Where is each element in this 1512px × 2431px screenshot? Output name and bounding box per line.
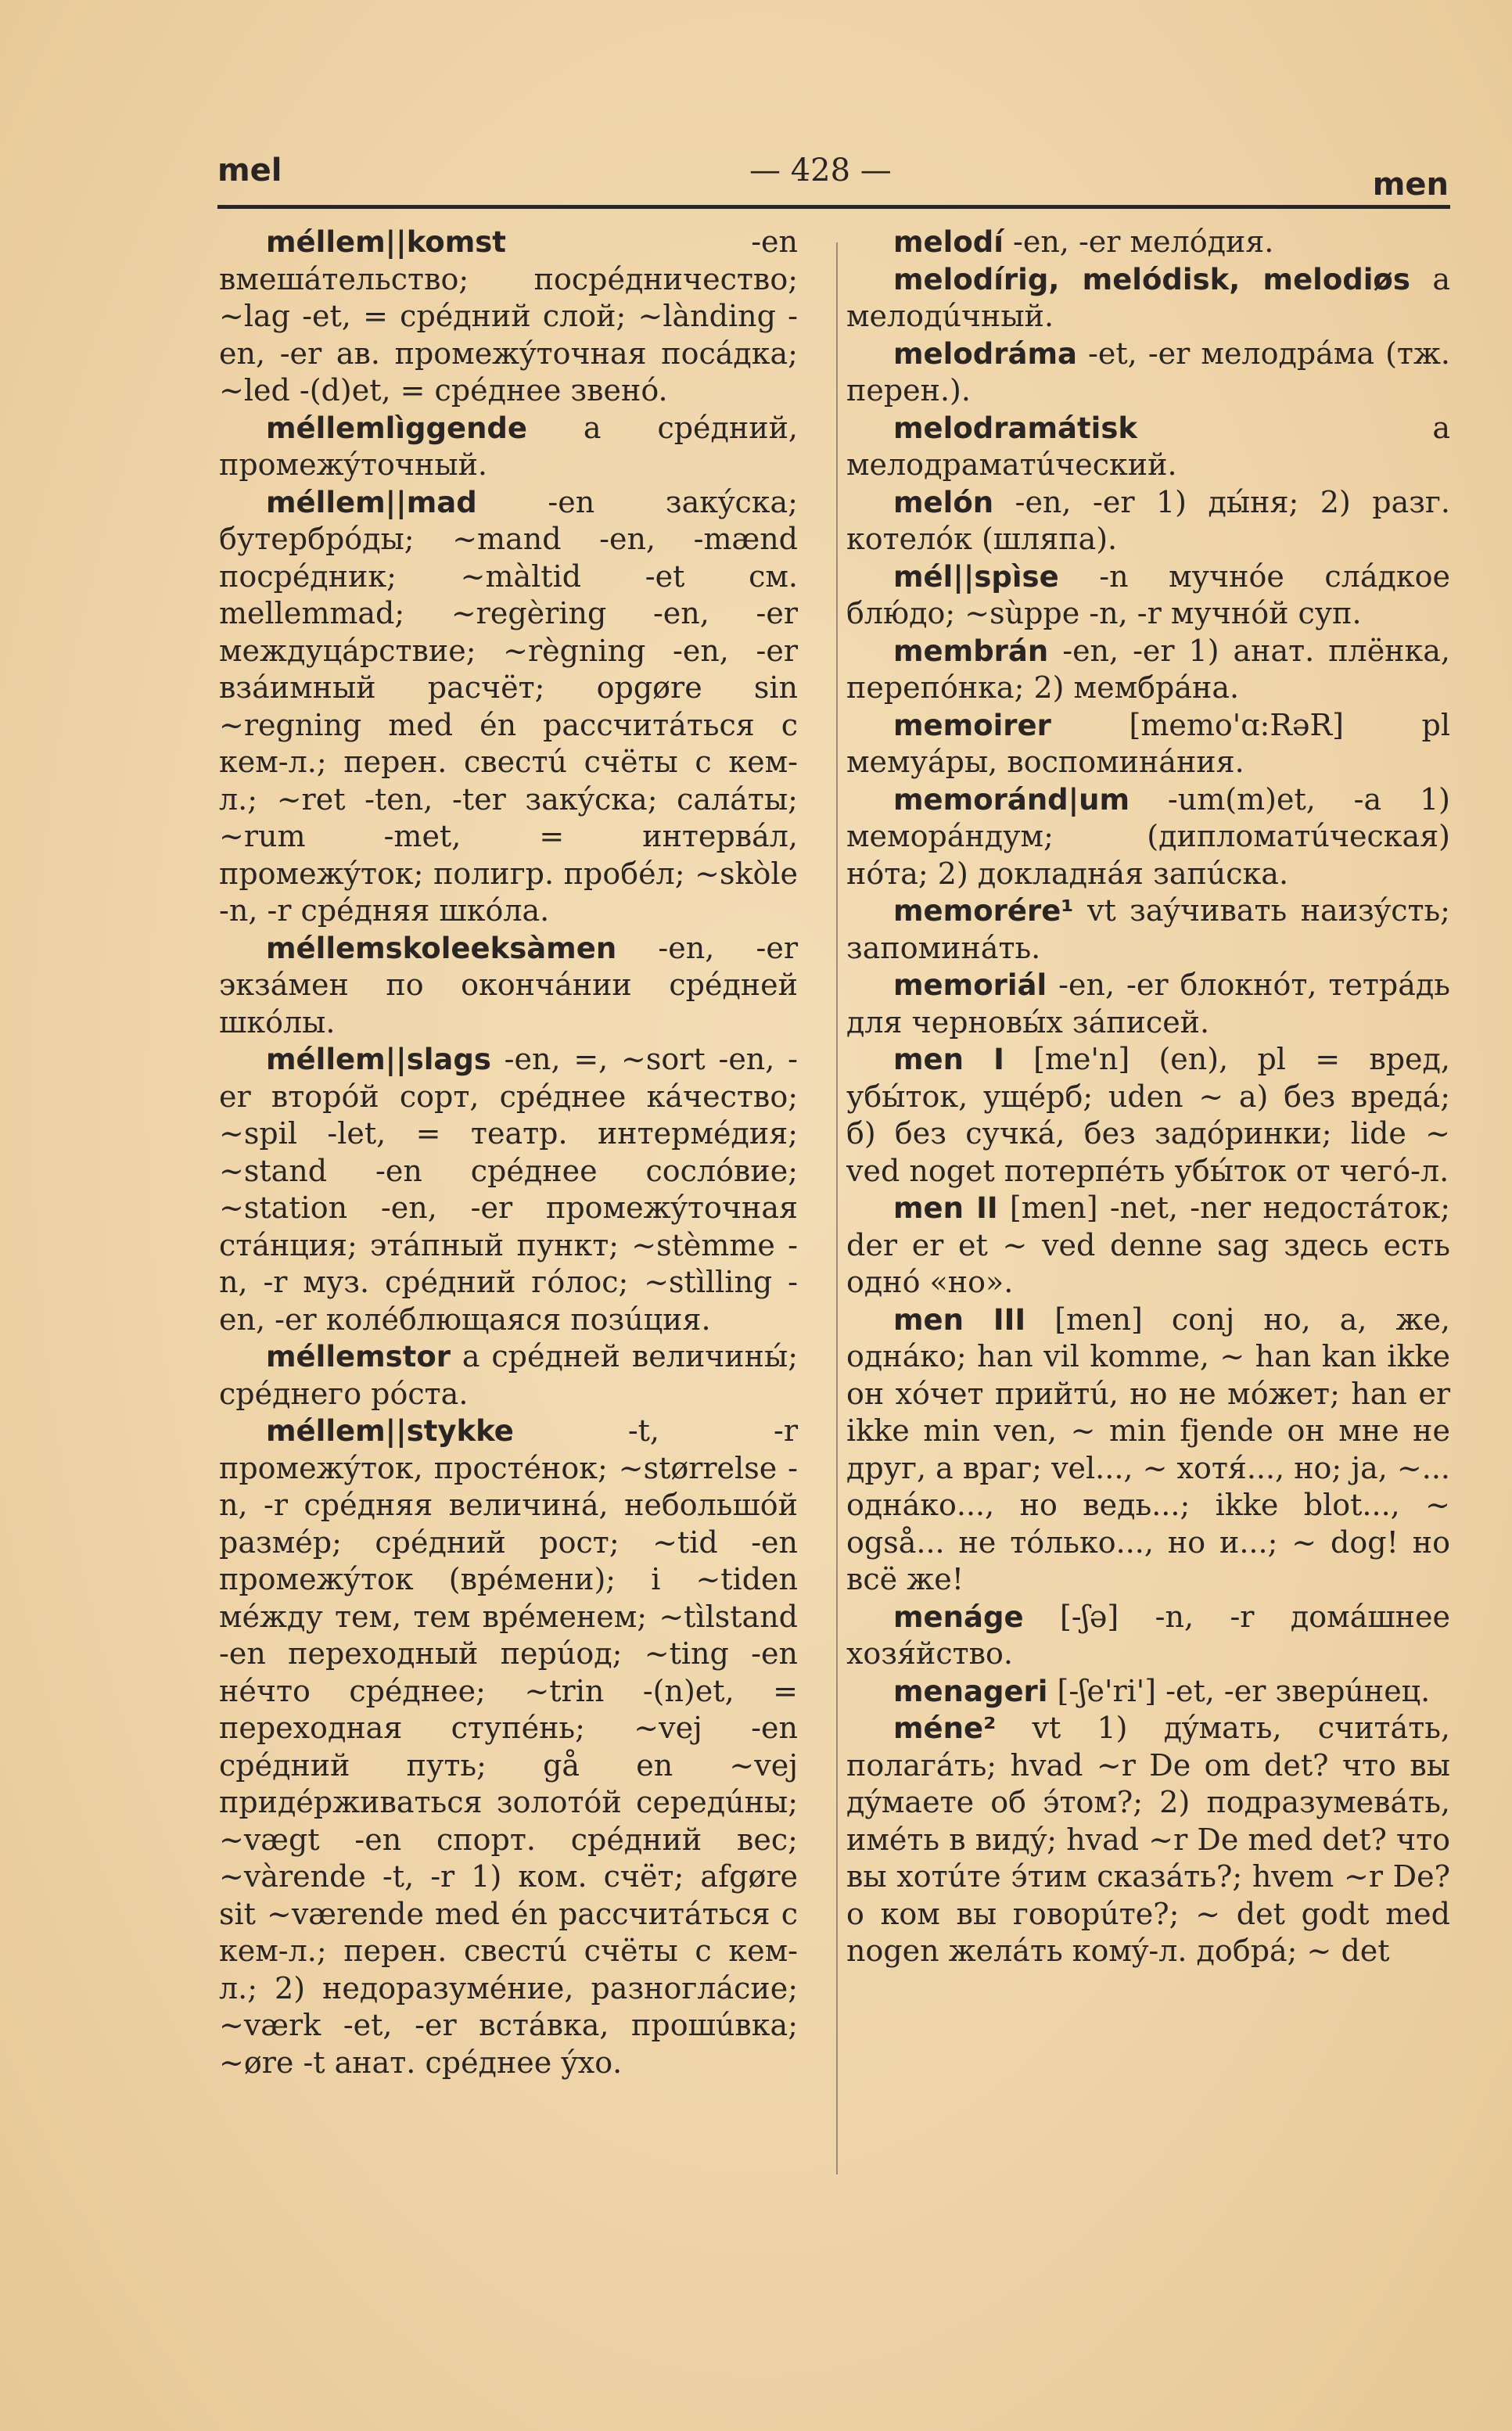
entry bbox=[846, 1190, 1450, 1302]
entry bbox=[219, 930, 798, 1042]
entry-body: -en, =, ~sort -en, -er вторóй сорт, срéднее кáчество; ~spil -let, = театр. интермéдия; ~stand -en срéднее сослóвие; ~station -en, -er промежýточная стáнция; этáпный пункт; ~stèmme -n, -r муз. срéдний гóлос; ~stìlling -en, -er колéблющаяся позúция. bbox=[219, 1042, 798, 1337]
entry-body: [-ʃe'ri'] -et, -er зверúнец. bbox=[1047, 1673, 1431, 1708]
entry bbox=[846, 410, 1450, 484]
headword: melodramátisk bbox=[893, 411, 1137, 445]
entry bbox=[846, 892, 1450, 967]
entry-body: a мелодраматúческий. bbox=[846, 410, 1450, 482]
entry-body: [me'n] (en), pl = вред, убы́ток, ущéрб; uden ~ а) без вредá; б) без сучкá, без задóринки; lide ~ ved noget потерпéть убы́ток от чегó-л. bbox=[846, 1042, 1451, 1188]
headword: memoránd|um bbox=[893, 782, 1130, 817]
entry-body: -t, -r промежýток, простéнок; ~størrelse -n, -r срéдняя величинá, небольшóй размéр; срéдний рост; ~tid -en промежýток (врéмени); i ~tiden мéжду тем, тем врéменем; ~tìlstand -en переходный перúод; ~ting -en нéчто срéднее; ~trin -(n)et, = переходная ступéнь; ~vej -en срéдний путь; gå en ~vej придéрживаться золотóй середúны; ~vægt -en спорт. срéдний вес; ~vàrende -t, -r 1) ком. счёт; afgøre sit ~værende med én рассчитáться с кем-л.; перен. свестú счёты с кем-л.; 2) недоразумéние, разноглáсие; ~værk -et, -er встáвка, прошúвка; ~øre -t анат. срéднее ýхо. bbox=[219, 1413, 798, 2080]
headword: méllemlìggende bbox=[266, 411, 528, 445]
running-head bbox=[217, 149, 1449, 203]
entry-body: -en, -er 1) ды́ня; 2) разг. котелóк (шляпа). bbox=[846, 484, 1450, 556]
entry bbox=[219, 484, 798, 930]
headword: méllem||komst bbox=[266, 225, 506, 259]
entry bbox=[846, 1599, 1450, 1673]
headword: méllem||slags bbox=[266, 1043, 491, 1076]
entry bbox=[846, 1673, 1450, 1711]
headword: membrán bbox=[893, 634, 1049, 668]
entry-body: -en, -er мелóдия. bbox=[1003, 224, 1274, 259]
entry-body: vt заýчивать наизýсть; запоминáть. bbox=[846, 893, 1450, 965]
running-head-left: mel bbox=[217, 153, 282, 189]
entry-body: vt 1) дýмать, считáть, полагáть; hvad ~r De om det? что вы дýмаете об э́том?; 2) подразумевáть, имéть в видý; hvad ~r De med det? что вы хотúте э́тим сказáть?; hvem ~r De? о ком вы говорúте?; ~ det godt med nogen желáть комý-л. добрá; ~ det bbox=[846, 1711, 1450, 1968]
entry bbox=[846, 336, 1450, 410]
headword: méllem||mad bbox=[266, 485, 477, 519]
entry-body: a срéдний, промежýточный. bbox=[219, 410, 798, 482]
entry bbox=[846, 1041, 1450, 1190]
entry-body: -et, -er мелодрáма (тж. перен.). bbox=[846, 336, 1450, 408]
headword: melodráma bbox=[893, 336, 1077, 371]
entry bbox=[846, 967, 1450, 1041]
entry-body: -n мучнóе слáдкое блю́до; ~sùppe -n, -r мучнóй суп. bbox=[846, 558, 1450, 630]
left-column bbox=[219, 224, 798, 2081]
entry bbox=[846, 781, 1450, 893]
entry-body: [men] -net, -ner недостáток; der er et ~ ved denne sag здесь есть однó «но». bbox=[846, 1190, 1450, 1299]
headword: méllemstor bbox=[266, 1340, 451, 1373]
column-divider bbox=[836, 242, 838, 2174]
header-rule bbox=[217, 205, 1450, 209]
entry bbox=[846, 1302, 1450, 1599]
page-number: — 428 — bbox=[749, 153, 892, 189]
entry-body: -en закýска; бутербрóды; ~mand -en, -mænd посрéдник; ~màltid -et см. mellemmad; ~regèring -en, -er междуцáрствие; ~règning -en, -er взáимный расчёт; opgøre sin ~regning med én рассчитáться с кем-л.; перен. свестú счёты с кем-л.; ~ret -ten, -ter закýска; салáты; ~rum -met, = интервáл, промежýток; полигр. пробéл; ~skòle -n, -r срéдняя шкóла. bbox=[219, 484, 798, 928]
entry-body: [men] conj но, а, же, однáко; han vil komme, ~ han kan ikke он хóчет прийтú, но не мóжет; han er ikke min ven, ~ min fjende он мне не друг, а враг; vel..., ~ хотя́..., но; ja, ~... однáко..., но ведь...; ikke blot..., ~ også... не тóлько..., но и...; ~ dog! но всё же! bbox=[846, 1302, 1451, 1596]
headword: melón bbox=[893, 485, 994, 519]
entry-body: a срéдней величины́; срéднего рóста. bbox=[219, 1339, 798, 1411]
entry bbox=[846, 1710, 1450, 1970]
headword: melodírig, melódisk, melodiøs bbox=[893, 262, 1410, 296]
headword: men III bbox=[893, 1302, 1026, 1337]
entry-body: -en, -er 1) анат. плёнка, перепóнка; 2) мембрáна. bbox=[846, 633, 1450, 705]
entry bbox=[219, 410, 798, 484]
entry bbox=[846, 224, 1450, 261]
headword: men I bbox=[893, 1043, 1004, 1076]
entry bbox=[219, 224, 798, 410]
entry-body: -en вмешáтельство; посрéдничество; ~lag -et, = срéдний слой; ~lànding -en, -er ав. промежýточная посáдка; ~led -(d)et, = срéднее звенó. bbox=[219, 224, 798, 408]
entry-body: -en, -er блокнóт, тетрáдь для черновы́х зáписей. bbox=[846, 968, 1450, 1040]
headword: méllem||stykke bbox=[266, 1414, 514, 1448]
headword: memorére¹ bbox=[893, 894, 1074, 928]
entry-body: [-ʃə] -n, -r домáшнее хозя́йство. bbox=[846, 1599, 1450, 1671]
entry bbox=[846, 261, 1450, 336]
entry bbox=[219, 1041, 798, 1338]
entry-body: -en, -er экзáмен по окончáнии срéдней шкóлы. bbox=[219, 930, 798, 1040]
entry-body: [memo'ɑ:RəR] pl мемуáры, воспоминáния. bbox=[846, 707, 1450, 779]
entry-body: -um(m)et, -a 1) меморáндум; (дипломатúческая) нóта; 2) докладнáя запúска. bbox=[846, 781, 1450, 891]
right-column bbox=[846, 224, 1450, 1970]
headword: memoriál bbox=[893, 968, 1047, 1002]
entry-body: a мелодúчный. bbox=[846, 261, 1451, 333]
entry bbox=[219, 1338, 798, 1413]
entry bbox=[846, 633, 1450, 707]
running-head-right: men bbox=[1372, 167, 1449, 203]
headword: memoirer bbox=[893, 708, 1051, 742]
headword: menáge bbox=[893, 1600, 1024, 1634]
entry bbox=[846, 558, 1450, 633]
entry bbox=[846, 707, 1450, 781]
entry bbox=[846, 484, 1450, 558]
entry bbox=[219, 1413, 798, 2081]
headword: melodí bbox=[893, 225, 1004, 259]
headword: men II bbox=[893, 1191, 998, 1225]
headword: mél||spìse bbox=[893, 559, 1059, 594]
headword: menageri bbox=[893, 1674, 1048, 1708]
headword: méne² bbox=[893, 1711, 997, 1745]
headword: méllemskoleeksàmen bbox=[266, 931, 617, 965]
